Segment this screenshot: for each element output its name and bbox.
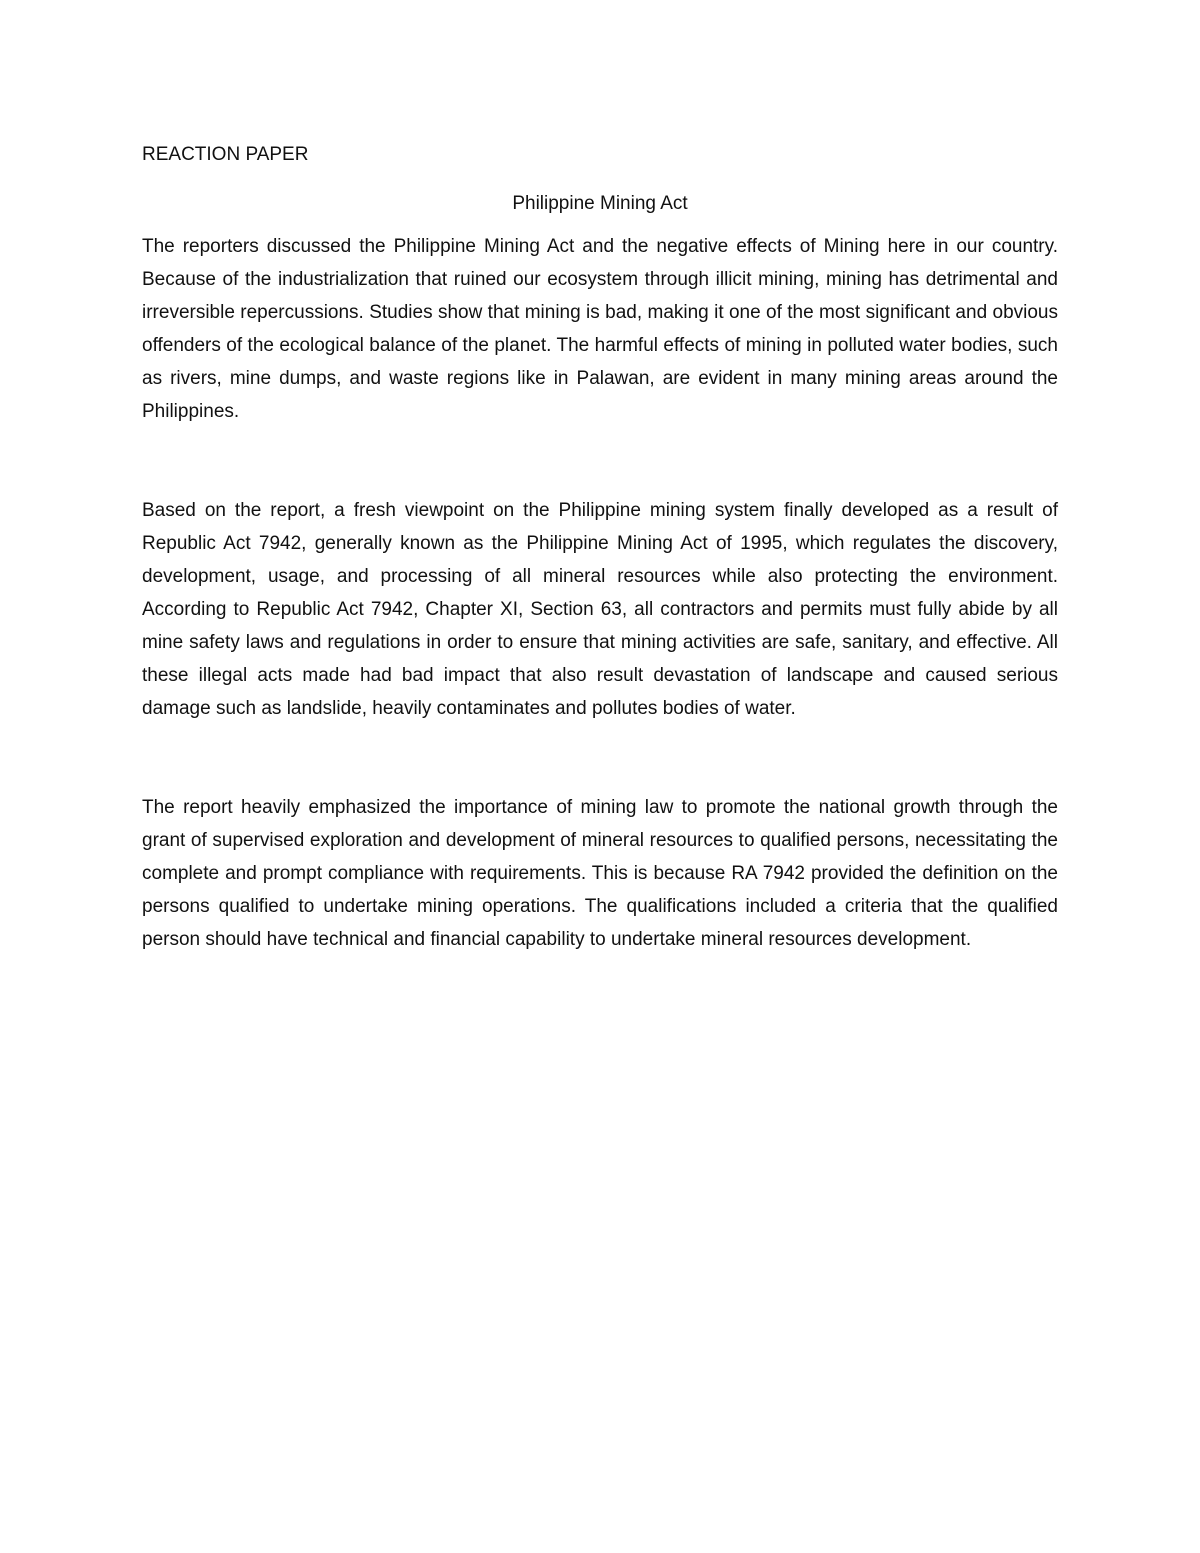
- document-body: [142, 139, 1058, 956]
- document-title: Philippine Mining Act: [512, 193, 688, 214]
- paragraph-1: The reporters discussed the Philippine Mining Act and the negative effects of Mining here in our country. Because of the industrialization that ruined our ecosystem through illicit mining, mining has detrimental and irreversible repercussions. Studies show that mining is bad, making it one of the most significant and obvious offenders of the ecological balance of the planet. The harmful effects of mining in polluted water bodies, such as rivers, mine dumps, and waste regions like in Palawan, are evident in many mining areas around the Philippines.: [142, 236, 1058, 422]
- paragraph-2: Based on the report, a fresh viewpoint on the Philippine mining system finally developed as a result of Republic Act 7942, generally known as the Philippine Mining Act of 1995, which regulates the discovery, development, usage, and processing of all mineral resources while also protecting the environment. According to Republic Act 7942, Chapter XI, Section 63, all contractors and permits must fully abide by all mine safety laws and regulations in order to ensure that mining activities are safe, sanitary, and effective. All these illegal acts made had bad impact that also result devastation of landscape and caused serious damage such as landslide, heavily contaminates and pollutes bodies of water.: [142, 500, 1058, 719]
- paragraph-3: The report heavily emphasized the importance of mining law to promote the national growth through the grant of supervised exploration and development of mineral resources to qualified persons, necessitating the complete and prompt compliance with requirements. This is because RA 7942 provided the definition on the persons qualified to undertake mining operations. The qualifications included a criteria that the qualified person should have technical and financial capability to undertake mineral resources development.: [142, 797, 1058, 950]
- document-label: REACTION PAPER: [142, 144, 309, 165]
